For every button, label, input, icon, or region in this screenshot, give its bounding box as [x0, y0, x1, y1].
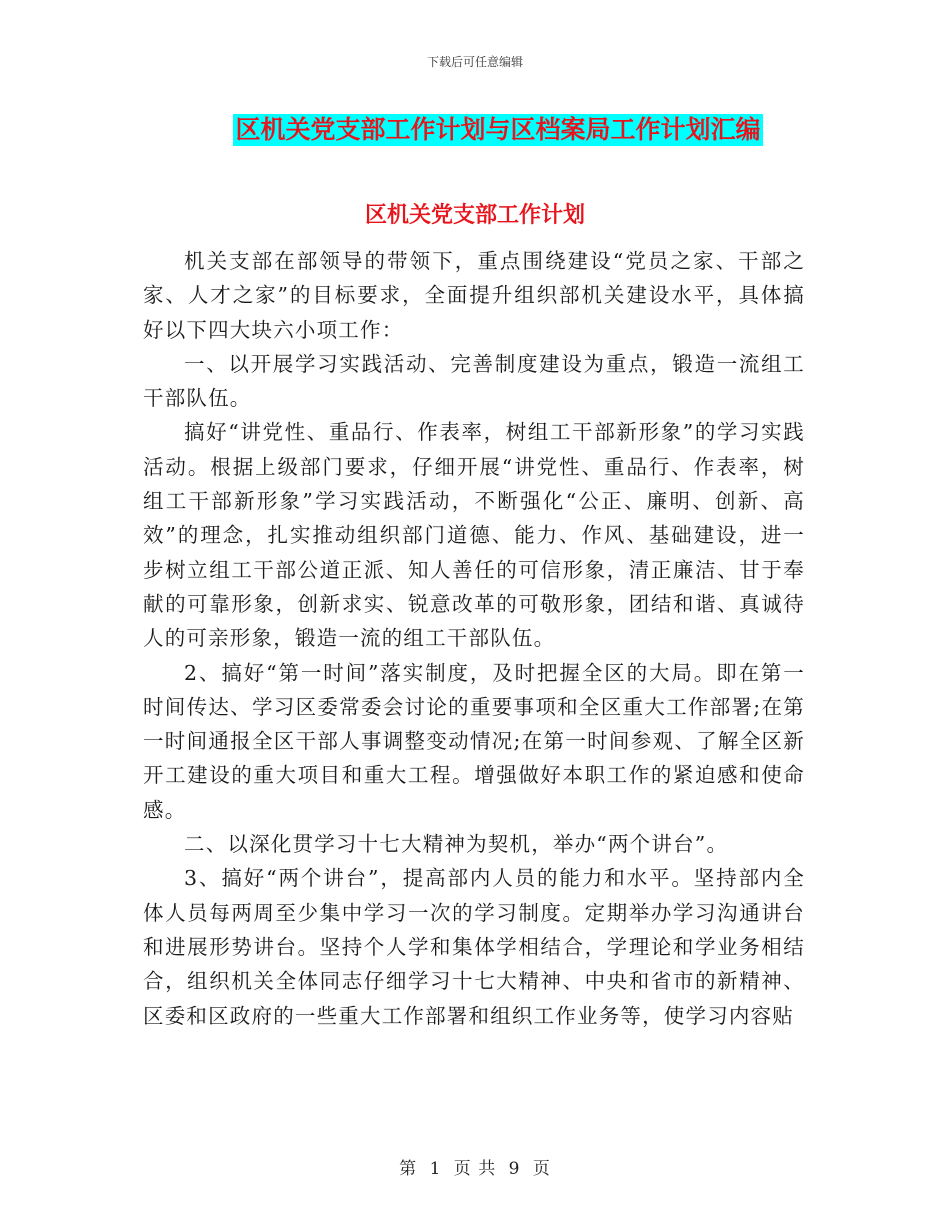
paragraph: 机关支部在部领导的带领下，重点围绕建设“党员之家、干部之家、人才之家”的目标要求，全面提升组织部机关建设水平，具体搞好以下四大块六小项工作： [143, 249, 805, 342]
page-footer [0, 1154, 950, 1179]
footer-total-pages: 9 [508, 1159, 521, 1179]
section-title: 区机关党支部工作计划 [364, 203, 585, 228]
footer-prefix: 第 [399, 1159, 418, 1179]
body-text [143, 244, 805, 1033]
footer-page-number: 1 [429, 1159, 442, 1179]
paragraph: 二、以深化贯学习十七大精神为契机，举办“两个讲台”。 [184, 832, 729, 857]
footer-suffix: 页 [532, 1159, 551, 1179]
footer-middle: 页 共 [453, 1159, 497, 1179]
paragraph: 一、以开展学习实践活动、完善制度建设为重点，锻造一流组工干部队伍。 [143, 351, 805, 411]
document-title: 区机关党支部工作计划与区档案局工作计划汇编 [235, 115, 761, 144]
paragraph: 3、搞好“两个讲台”，提高部内人员的能力和水平。坚持部内全体人员每两周至少集中学习一次的学习制度。定期举办学习沟通讲台和进展形势讲台。坚持个人学和集体学相结合，学理论和学业务相结合，组织机关全体同志仔细学习十七大精神、中央和省市的新精神、区委和区政府的一些重大工作部署和组织工作业务等，使学习内容贴 [143, 866, 805, 1028]
paragraph: 搞好“讲党性、重品行、作表率，树组工干部新形象”的学习实践活动。根据上级部门要求，仔细开展“讲党性、重品行、作表率，树组工干部新形象”学习实践活动，不断强化“公正、廉明、创新、高效”的理念，扎实推动组织部门道德、能力、作风、基础建设，进一步树立组工干部公道正派、知人善任的可信形象，清正廉洁、甘于奉献的可靠形象，创新求实、锐意改革的可敬形象，团结和谐、真诚待人的可亲形象，锻造一流的组工干部队伍。 [143, 420, 805, 651]
paragraph: 2、搞好“第一时间”落实制度，及时把握全区的大局。即在第一时间传达、学习区委常委会讨论的重要事项和全区重大工作部署;在第一时间通报全区干部人事调整变动情况;在第一时间参观、了解全区新开工建设的重大项目和重大工程。增强做好本职工作的紧迫感和使命感。 [143, 660, 805, 822]
document-title-wrap [0, 114, 950, 146]
header-note: 下载后可任意编辑 [426, 55, 523, 69]
